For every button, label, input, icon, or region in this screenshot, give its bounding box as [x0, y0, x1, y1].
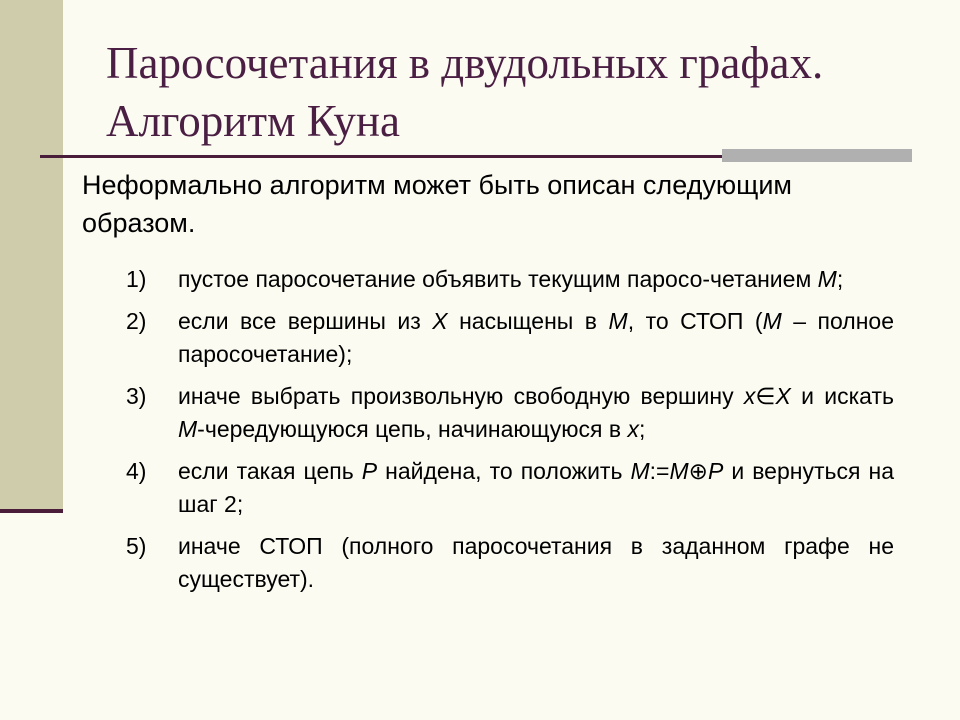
- step-item: [126, 530, 894, 596]
- step-text-segment: X: [432, 308, 448, 334]
- step-text-segment: пустое паросочетание объявить текущим паросо-четанием: [178, 266, 818, 292]
- step-text-segment: M: [817, 266, 837, 292]
- step-item: [126, 380, 894, 446]
- step-text: [178, 380, 894, 446]
- step-text: [178, 305, 894, 371]
- step-text-segment: если такая цепь: [178, 458, 362, 484]
- step-text-segment: P: [361, 458, 378, 484]
- step-text-segment: иначе выбрать произвольную свободную вершину: [178, 383, 744, 409]
- step-text-segment: x: [743, 383, 756, 409]
- step-text-segment: P: [707, 458, 724, 484]
- step-text-segment: X: [775, 383, 791, 409]
- step-text-segment: – полное паросочетание);: [178, 308, 894, 367]
- step-number: 2): [126, 308, 147, 334]
- step-number: 5): [126, 533, 147, 559]
- step-number: 1): [126, 266, 147, 292]
- step-text-segment: найдена, то положить: [377, 458, 631, 484]
- step-item: [126, 263, 894, 296]
- step-text-segment: , то СТОП (: [627, 308, 763, 334]
- step-text-segment: M: [630, 458, 650, 484]
- step-text-segment: ;: [836, 266, 844, 292]
- step-text-segment: ;: [639, 416, 646, 442]
- step-text-segment: :=: [649, 458, 670, 484]
- xor-symbol: ⊕: [688, 458, 708, 484]
- step-text-segment: M: [608, 308, 628, 334]
- step-text: [178, 530, 894, 596]
- step-text: [178, 455, 894, 521]
- step-number: 4): [126, 458, 147, 484]
- algorithm-steps-list: [126, 263, 894, 605]
- step-text-segment: если все вершины из: [178, 308, 433, 334]
- step-text-segment: и искать: [790, 383, 894, 409]
- step-text: [178, 263, 894, 296]
- intro-paragraph: Неформально алгоритм может быть описан следующим образом.: [82, 170, 792, 238]
- step-text-segment: M: [762, 308, 782, 334]
- side-bar-bottom-line: [0, 509, 63, 513]
- step-text-segment: -чередующуюся цепь, начинающуюся в: [197, 416, 628, 442]
- step-item: [126, 455, 894, 521]
- step-text-segment: и вернуться на шаг 2;: [178, 458, 894, 517]
- step-number: 3): [126, 383, 147, 409]
- step-item: [126, 305, 894, 371]
- symmetric-difference-expression: [630, 458, 723, 484]
- step-text-segment: M: [669, 458, 689, 484]
- element-of-symbol: ∈: [755, 383, 776, 409]
- element-of-expression: [744, 383, 791, 409]
- slide-title: Паросочетания в двудольных графах. Алгоритм Куна: [106, 38, 824, 146]
- side-decoration-bar: [0, 0, 63, 512]
- step-text-segment: M: [178, 416, 198, 442]
- step-text-segment: x: [627, 416, 640, 442]
- title-underline-accent: [722, 149, 912, 162]
- step-text-segment: насыщены в: [447, 308, 609, 334]
- step-text-segment: иначе СТОП (полного паросочетания в заданном графе не существует).: [178, 533, 894, 592]
